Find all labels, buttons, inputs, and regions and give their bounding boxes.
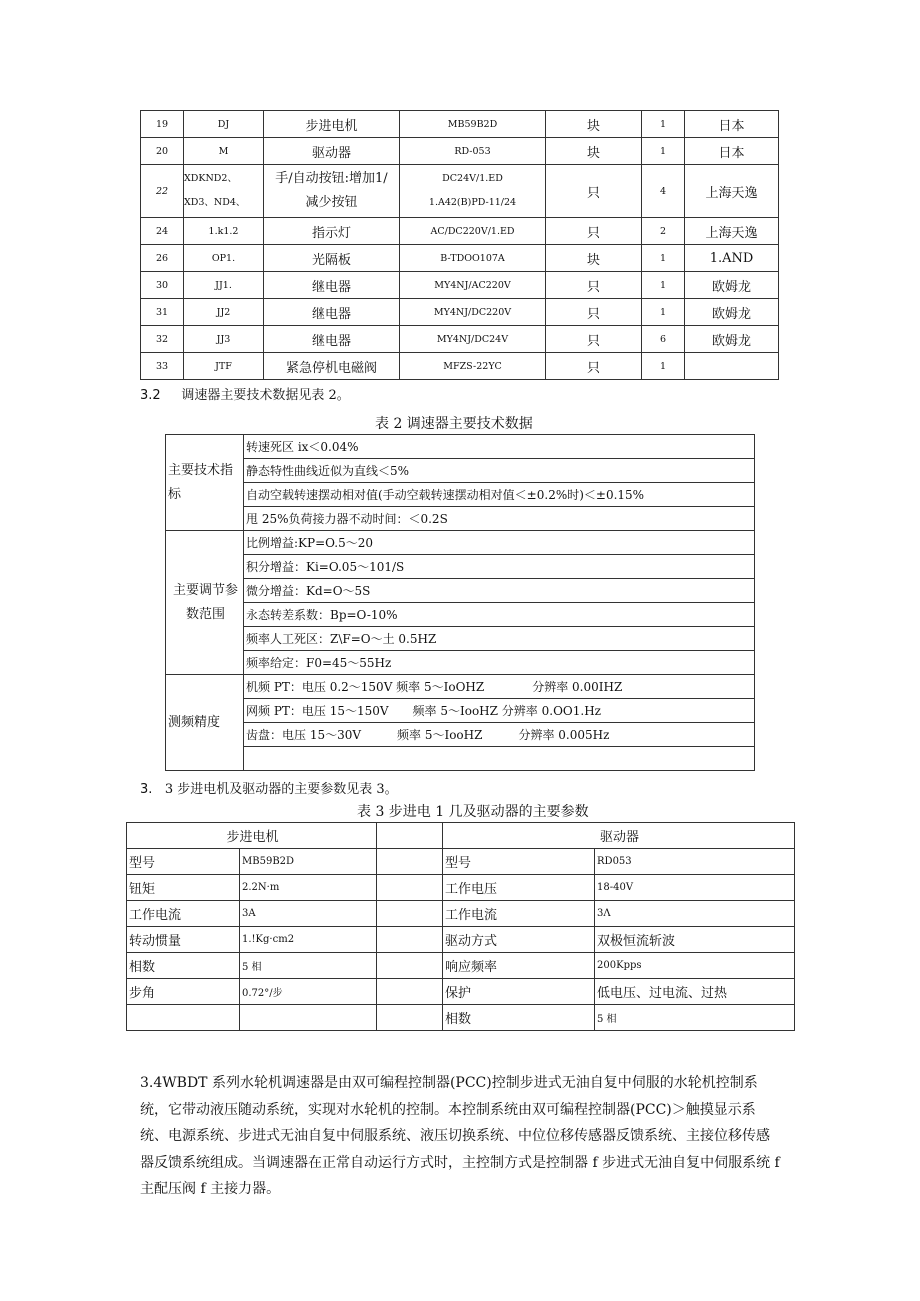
parts-cell-unit: 只 <box>546 218 642 245</box>
parts-cell-unit: 只 <box>546 299 642 326</box>
table3-cell-l2: 0.72°/步 <box>240 979 377 1005</box>
parts-cell-name: 驱动器 <box>264 138 400 165</box>
header-driver: 驱动器 <box>443 823 795 849</box>
parts-row <box>141 272 779 299</box>
tech-value: 机频 PT：电压 0.2～150V 频率 5～IoOHZ 分辨率 0.00IHZ <box>244 675 755 699</box>
parts-cell-origin <box>685 353 779 380</box>
table3-cell-r2: RD053 <box>595 849 795 875</box>
table3-cell-l2: 2.2N·m <box>240 875 377 901</box>
parts-cell-model: MB59B2D <box>400 111 546 138</box>
parts-row <box>141 245 779 272</box>
tech-value: 微分增益：Kd=O～5S <box>244 579 755 603</box>
tech-row <box>166 651 755 675</box>
table3-row <box>127 927 795 953</box>
table3-cell-r1: 驱动方式 <box>443 927 595 953</box>
parts-cell-name <box>264 165 400 218</box>
table3-cell-l1: 转动惯量 <box>127 927 240 953</box>
parts-cell-code: OP1. <box>184 245 264 272</box>
table3-cell-r2: 5 相 <box>595 1005 795 1031</box>
tech-value: 频率人工死区：Z\F=O～土 0.5HZ <box>244 627 755 651</box>
parts-cell-code: M <box>184 138 264 165</box>
tech-data-table <box>165 434 755 771</box>
tech-row <box>166 723 755 747</box>
table3-cell-r1: 相数 <box>443 1005 595 1031</box>
cell-line: 减少按钮 <box>305 195 358 210</box>
parts-cell-no: 31 <box>141 299 184 326</box>
table3-cell-r2: 低电压、过电流、过热 <box>595 979 795 1005</box>
table3-cell-l2: MB59B2D <box>240 849 377 875</box>
tech-row <box>166 579 755 603</box>
parts-cell-origin: 日本 <box>685 138 779 165</box>
table3-cell-r2: 18-40V <box>595 875 795 901</box>
tech-row <box>166 699 755 723</box>
table3-cell-gap <box>377 901 443 927</box>
parts-cell-code <box>184 165 264 218</box>
parts-cell-model: RD-053 <box>400 138 546 165</box>
tech-value: 积分增益：Ki=O.05～101/S <box>244 555 755 579</box>
table3-row <box>127 849 795 875</box>
parts-row <box>141 138 779 165</box>
table3-cell-r1: 型号 <box>443 849 595 875</box>
tech-row <box>166 459 755 483</box>
parts-cell-qty: 1 <box>642 299 685 326</box>
tech-value: 永态转差系数：Bp=O-10% <box>244 603 755 627</box>
tech-row <box>166 675 755 699</box>
table3-cell-gap <box>377 1005 443 1031</box>
parts-cell-name: 步进电机 <box>264 111 400 138</box>
tech-row <box>166 435 755 459</box>
tech-value: 比例增益:KP=O.5～20 <box>244 531 755 555</box>
parts-cell-origin: 1.AND <box>685 245 779 272</box>
table3-cell-l2: 5 相 <box>240 953 377 979</box>
parts-cell-origin: 日本 <box>685 111 779 138</box>
parts-cell-no: 24 <box>141 218 184 245</box>
parts-cell-model: B-TDOO107A <box>400 245 546 272</box>
parts-cell-qty: 1 <box>642 111 685 138</box>
tech-group-label: 测频精度 <box>166 675 244 771</box>
parts-cell-name: 继电器 <box>264 272 400 299</box>
parts-row <box>141 111 779 138</box>
parts-cell-qty: 6 <box>642 326 685 353</box>
table3-cell-r1: 保护 <box>443 979 595 1005</box>
tech-group-label: 主要调节参数范围 <box>166 531 244 675</box>
parts-cell-no: 19 <box>141 111 184 138</box>
table3-cell-l2: 3A <box>240 901 377 927</box>
parts-cell-no: 26 <box>141 245 184 272</box>
parts-cell-name: 光隔板 <box>264 245 400 272</box>
table3-row <box>127 1005 795 1031</box>
table3-cell-l1: 步角 <box>127 979 240 1005</box>
tech-value: 齿盘：电压 15～30V 频率 5～IooHZ 分辨率 0.005Hz <box>244 723 755 747</box>
table3-cell-gap <box>377 927 443 953</box>
table3-cell-r1: 工作电压 <box>443 875 595 901</box>
table3-cell-l1 <box>127 1005 240 1031</box>
parts-cell-origin: 上海天逸 <box>685 218 779 245</box>
parts-cell-code: 1.k1.2 <box>184 218 264 245</box>
table3-cell-r2: 双极恒流斩波 <box>595 927 795 953</box>
tech-row <box>166 627 755 651</box>
tech-value: 转速死区 ix＜0.04% <box>244 435 755 459</box>
parts-cell-origin: 欧姆龙 <box>685 326 779 353</box>
parts-cell-model <box>400 165 546 218</box>
parts-cell-name: 紧急停机电磁阀 <box>264 353 400 380</box>
parts-cell-qty: 1 <box>642 272 685 299</box>
parts-cell-code: JJ2 <box>184 299 264 326</box>
table3-cell-l1: 型号 <box>127 849 240 875</box>
parts-row <box>141 326 779 353</box>
table3-cell-gap <box>377 875 443 901</box>
table3-cell-gap <box>377 849 443 875</box>
parts-cell-no: 22 <box>141 165 184 218</box>
tech-row <box>166 603 755 627</box>
tech-row <box>166 555 755 579</box>
tech-row <box>166 483 755 507</box>
table3-cell-r1: 工作电流 <box>443 901 595 927</box>
parts-cell-no: 20 <box>141 138 184 165</box>
parts-cell-qty: 1 <box>642 138 685 165</box>
tech-row <box>166 531 755 555</box>
table3-row <box>127 875 795 901</box>
tech-value: 频率给定：F0=45～55Hz <box>244 651 755 675</box>
tech-row <box>166 507 755 531</box>
table3-cell-gap <box>377 953 443 979</box>
tech-value: 甩 25%负荷接力器不动时间：＜0.2S <box>244 507 755 531</box>
table3-cell-l1: 工作电流 <box>127 901 240 927</box>
tech-value <box>244 747 755 771</box>
parts-cell-unit: 块 <box>546 111 642 138</box>
parts-row <box>141 353 779 380</box>
table3-row <box>127 953 795 979</box>
parts-cell-origin: 欧姆龙 <box>685 299 779 326</box>
parts-row <box>141 299 779 326</box>
tech-value: 自动空载转速摆动相对值(手动空载转速摆动相对值＜±0.2%时)＜±0.15% <box>244 483 755 507</box>
table3-cell-r2: 3Λ <box>595 901 795 927</box>
parts-cell-unit: 块 <box>546 138 642 165</box>
parts-cell-qty: 1 <box>642 245 685 272</box>
cell-line: XDKND2、 <box>184 173 237 184</box>
parts-cell-origin: 上海天逸 <box>685 165 779 218</box>
parts-cell-model: MY4NJ/DC220V <box>400 299 546 326</box>
table3-cell-r2: 200Kpps <box>595 953 795 979</box>
cell-line: XD3、ND4、 <box>184 197 246 208</box>
table3-cell-l1: 钮矩 <box>127 875 240 901</box>
parts-cell-qty: 2 <box>642 218 685 245</box>
table3-row <box>127 901 795 927</box>
parts-cell-origin: 欧姆龙 <box>685 272 779 299</box>
cell-line: DC24V/1.ED <box>442 173 503 184</box>
parts-cell-name: 继电器 <box>264 326 400 353</box>
parts-cell-name: 指示灯 <box>264 218 400 245</box>
table3-row <box>127 979 795 1005</box>
parts-cell-code: DJ <box>184 111 264 138</box>
table3-caption: 表 3 步进电 1 几及驱动器的主要参数 <box>357 804 589 820</box>
table3-cell-l1: 相数 <box>127 953 240 979</box>
table3-cell-gap <box>377 979 443 1005</box>
cell-line: 手/自动按钮:增加1/ <box>275 171 388 186</box>
section-3-2: 3.2 调速器主要技术数据见表 2。 <box>140 388 350 403</box>
tech-value: 网频 PT：电压 15～150V 频率 5～IooHZ 分辨率 0.OO1.Hz <box>244 699 755 723</box>
header-stepper-motor: 步进电机 <box>127 823 377 849</box>
parts-row <box>141 218 779 245</box>
parts-cell-no: 33 <box>141 353 184 380</box>
section-3-4-paragraph: 3.4WBDT 系列水轮机调速器是由双可编程控制器(PCC)控制步进式无油自复中伺服的水轮机控制系统，它带动液压随动系统，实现对水轮机的控制。本控制系统由双可编程控制器(PCC)＞触摸显示系统、电源系统、步进式无油自复中伺服系统、液压切换系统、中位位移传感器反馈系统、主接位移传感器反馈系统组成。当调速器在正常自动运行方式时，主控制方式是控制器 f 步进式无油自复中伺服系统 f 主配压阀 f 主接力器。 <box>140 1075 780 1197</box>
parts-cell-name: 继电器 <box>264 299 400 326</box>
parts-cell-no: 30 <box>141 272 184 299</box>
parts-cell-code: JJ3 <box>184 326 264 353</box>
tech-row <box>166 747 755 771</box>
tech-group-label: 主要技术指标 <box>166 435 244 531</box>
parts-cell-code: JJ1. <box>184 272 264 299</box>
parts-cell-code: JTF <box>184 353 264 380</box>
parts-cell-unit: 只 <box>546 272 642 299</box>
tech-value: 静态特性曲线近似为直线＜5% <box>244 459 755 483</box>
parts-cell-unit: 只 <box>546 326 642 353</box>
table3-cell-l2 <box>240 1005 377 1031</box>
parts-cell-unit: 块 <box>546 245 642 272</box>
section-3-3: 3. 3 步进电机及驱动器的主要参数见表 3。 <box>140 782 398 797</box>
parts-cell-unit: 只 <box>546 353 642 380</box>
parts-row <box>141 165 779 218</box>
parts-cell-model: AC/DC220V/1.ED <box>400 218 546 245</box>
table3-cell-r1: 响应频率 <box>443 953 595 979</box>
cell-line: 1.A42(B)PD-11/24 <box>428 197 517 208</box>
motor-driver-table <box>126 822 795 1031</box>
parts-cell-model: MFZS-22YC <box>400 353 546 380</box>
parts-cell-model: MY4NJ/DC24V <box>400 326 546 353</box>
parts-cell-unit: 只 <box>546 165 642 218</box>
parts-table <box>140 110 779 380</box>
parts-cell-qty: 4 <box>642 165 685 218</box>
table3-cell-l2: 1.!Kg·cm2 <box>240 927 377 953</box>
parts-cell-no: 32 <box>141 326 184 353</box>
table3-header-row <box>127 823 795 849</box>
parts-cell-model: MY4NJ/AC220V <box>400 272 546 299</box>
parts-cell-qty: 1 <box>642 353 685 380</box>
table2-caption: 表 2 调速器主要技术数据 <box>375 416 533 432</box>
header-gap <box>377 823 443 849</box>
